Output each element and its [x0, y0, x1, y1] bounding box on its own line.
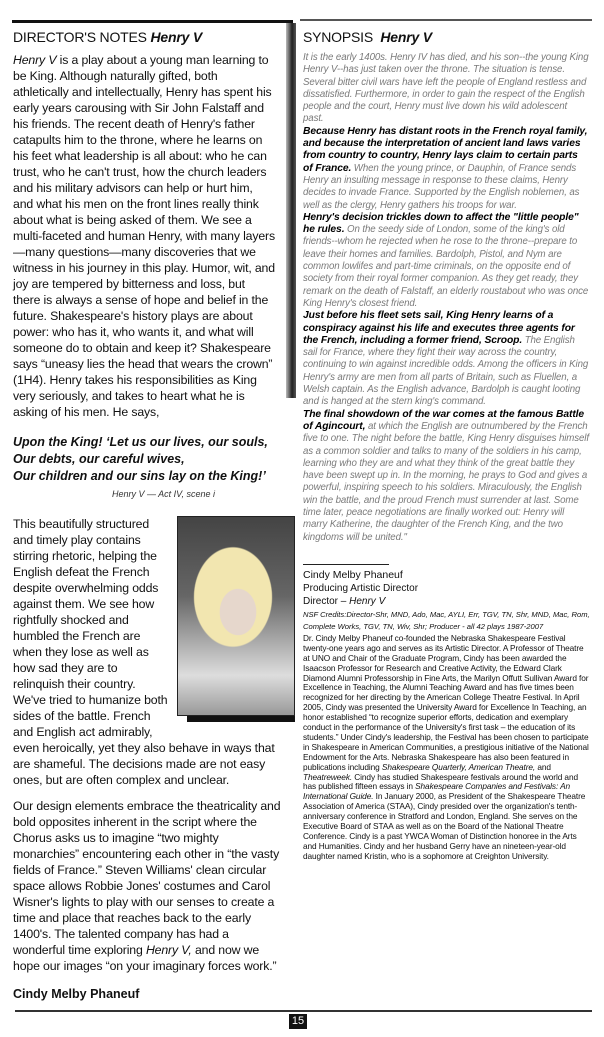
synopsis-body: On the seedy side of London, some of the king's old friends--whom he rejected when he rose to the throne--prepare to leave their homes and families. Bardolph, Pistol, and Nym are common lowlifes and part-time criminals, on the opposite end of society from their royal former companion. As they get ready, they remark on the death of Falstaff, an elderly roustabout who was once King Henry's closest friend.: [303, 224, 589, 309]
synopsis-paragraph: [303, 52, 590, 126]
photo-frame: [177, 516, 295, 722]
publication-title: Shakespeare Companies and Festivals: An International Guide.: [303, 781, 571, 802]
credit-label: Director –: [303, 595, 350, 607]
heading-title: Henry V: [150, 29, 203, 45]
synopsis-heading: [303, 28, 590, 46]
quote-line: Our debts, our careful wives,: [13, 452, 185, 466]
synopsis-highlight: Henry's decision trickles down to affect the "little people" he rules.: [303, 211, 579, 236]
bottom-rule: [15, 1010, 592, 1012]
columns: [0, 23, 604, 1002]
directors-notes-paragraph-3: [13, 798, 283, 974]
synopsis-paragraph: [303, 126, 590, 212]
bio-text: [303, 634, 590, 862]
directors-notes-paragraph-1: [13, 52, 275, 420]
top-rules: [0, 0, 604, 23]
paragraph-text: and now we hope our images “on your imaginary forces work.”: [13, 943, 277, 973]
quote-line: Upon the King! ‘Let us our lives, our souls,: [13, 435, 268, 449]
synopsis-body: The English sail for France, where they fight their way across the country, continuing to win against incredible odds. Among the officers in King Henry's army are men from all parts of Britain, such as Fluellen, a Welsh captain. As the English advance, Bardolph is caught looting and is hanged at the stern king's command.: [303, 334, 589, 408]
bio-role: Producing Artistic Director: [303, 582, 419, 594]
synopsis-body: at which the English are outnumbered by the French five to one. The night before the battle, King Henry disguises himself as a common soldier and talks to many of the soldiers in his camp, learning who they are and what they think of the great battle they have been swept up in. In the morning, he prays to God and gives a powerful, inspiring speech to his soldiers. Miraculously, the English win the battle, and the proud French must surrender at last. Some time later, peace negotiations are finally worked out: Henry will marry Katherine, the daughter of the French King, and the two kingdoms will be united.": [303, 420, 589, 543]
publication-title: Shakespeare Quarterly, American Theatre,: [381, 761, 536, 772]
synopsis-paragraph: [303, 310, 590, 408]
bio-name: Cindy Melby Phaneuf: [303, 568, 403, 581]
bio-body: In January 2000, as President of the Shakespeare Theatre Association of America (STAA), Cindy presided over the organization's tenth-anniversary conference in Stratford and London, England. She serves on the Executive Board of STAA as well as on the Board of the National Theatre Conference. Cindy is a past YWCA Woman of Distinction honoree in the Arts and Humanities. Cindy and her husband Gerry have an nineteen-year-old daughter named Kristin, who is a sophomore at Creighton University.: [303, 791, 586, 861]
heading-prefix: DIRECTOR'S NOTES: [13, 29, 147, 45]
quote-block: [13, 434, 283, 485]
photo-caption-bar: [187, 716, 295, 722]
page-footer: [0, 1010, 604, 1037]
directors-notes-heading: [13, 28, 283, 46]
synopsis-text: [303, 52, 590, 544]
synopsis-highlight: Just before his fleet sets sail, King Henry learns of a conspiracy against his life and executes three agents for the French, including a former friend, Scroop.: [303, 310, 575, 346]
page-number: 15: [289, 1014, 307, 1029]
synopsis-highlight: The final showdown of the war comes at the famous Battle of Agincourt,: [303, 408, 585, 432]
play-title: Henry V: [349, 595, 386, 607]
bio-body: Cindy has studied Shakespeare festivals around the world and has published fifteen essays in: [303, 771, 578, 792]
decorative-gradient-bar: [286, 23, 296, 398]
play-title: Henry V,: [145, 943, 192, 957]
synopsis-paragraph: [303, 409, 590, 544]
synopsis-paragraph: [303, 212, 590, 310]
bio-nsf-credits: NSF Credits:Director-Shr, MND, Ado, Mac, AYLI, Err, TGV, TN, Shr, MND, Mac, Rom, Complete Works, TGV, TN, Wiv, Shr; Producer - all 42 plays 1987-2007: [303, 609, 590, 631]
bio-director-credit: [303, 595, 590, 608]
play-title: Henry V: [13, 53, 57, 67]
synopsis-body: It is the early 1400s. Henry IV has died, and his son--the young King Henry V--has just taken over the throne. The situation is tense. Several bitter civil wars have left the people of England restless and dissatisfied. Furthermore, in order to gain the respect of the English people and the court, Henry must live down his wild adolescent past.: [303, 52, 589, 125]
photo-section: [13, 516, 283, 788]
synopsis-body: When the young prince, or Dauphin, of France sends Henry an insulting message in response to these claims, Henry decides to invade France. Supported by the English noblemen, as well as the clergy, Henry gathers his troops for war.: [303, 162, 580, 211]
heading-prefix: SYNOPSIS: [303, 29, 373, 45]
paragraph-text: Our design elements embrace the theatricality and bold opposites inherent in the script where the Chorus asks us to imagine “two mighty monarchies” encountering each other in “the vasty fields of France.” Steven Williams' clean circular space allows Robbie Jones' costumes and Carol Wisner's lights to play with our senses to create a time and place that reaches back to the early 1400's. The talented company has had a wonderful time exploring: [13, 799, 281, 957]
directors-notes-column: [13, 23, 293, 1002]
top-rule-right: [300, 19, 592, 21]
bio-body: Dr. Cindy Melby Phaneuf co-founded the Nebraska Shakespeare Festival twenty-one years ago and serves as its Artistic Director. A Professor of Theatre at UNO and Chair of the Graduate Program, Cindy has been awarded the Isaacson Professor for Research and Creative Activity, the Edward Clark Diamond Alumni Professorship in Fine Arts, the Marilyn Offutt Sullivan Award for Excellence in Teaching, the Alumni Teaching Award and has five times been recognized for her directing by the American College Theatre Festival. In April 2005, Cindy was presented the University Award for Excellence In Teaching, an honor established “to recognize superior efforts, dedication and exemplary conduct in the performance of the University's first task – the education of its students.” Under Cindy's leadership, the Festival has been chosen to participate in Shakespeare in American Communities, a prestigious initiative of the National Endowment for the Arts. Nebraska Shakespeare has also been featured in publications including: [303, 632, 589, 772]
quote-citation: Henry V — Act IV, scene i: [111, 489, 215, 499]
publication-title: Theatreweek.: [303, 771, 353, 782]
bio-divider: [303, 564, 389, 565]
director-photo: [177, 516, 295, 716]
directors-notes-paragraph-2: This beautifully structured and timely play contains stirring rhetoric, helping the English defeat the French despite overwhelming odds against them. We see how rightfully shocked and humbled the French are when they lose as well as how sad they are to relinquish their country. We've tried to humanize both sides of the battle. French and English act admirably, even heroically, yet they also behave in ways that are shameful. The decisions made are not easy ones, but are often complex and unclear.: [13, 517, 275, 787]
heading-title: Henry V: [380, 29, 432, 45]
bio-body: and: [535, 761, 551, 772]
quote-line: Our children and our sins lay on the King!’: [13, 469, 266, 483]
paragraph-text: is a play about a young man learning to be King. Although naturally gifted, both athletically and intellectually, Henry has spent his early years carousing with Sir John Falstaff and his friends. The recent death of Henry's father catapults him to the throne, where he learns on his feet what leadership is all about: who he can trust, who he can't trust, how the church leaders and his military advisors can help or hurt him, and what his men on the front lines really think about what is being asked of them. We see a multi-faceted and human Henry, with many layers—many questions—many discoveries that we witness in his journey in this play. Humor, wit, and joy are tempered by bitterness and loss, but there is always a sense of hope and belief in the future. Shakespeare's history plays are about power: who has it, who wants it, and what will someone do to obtain and keep it? Shakespeare says “uneasy lies the head that wears the crown” (1H4). Henry takes his responsibilities as King very seriously, and takes to heart what he is asking of his men. He says,: [13, 53, 276, 419]
synopsis-column: [303, 23, 590, 862]
signature: Cindy Melby Phaneuf: [13, 987, 140, 1001]
synopsis-highlight: Because Henry has distant roots in the French royal family, and because the interpretation of ancient land laws varies from country to country, Henry lays claim to certain parts of France.: [303, 125, 588, 174]
